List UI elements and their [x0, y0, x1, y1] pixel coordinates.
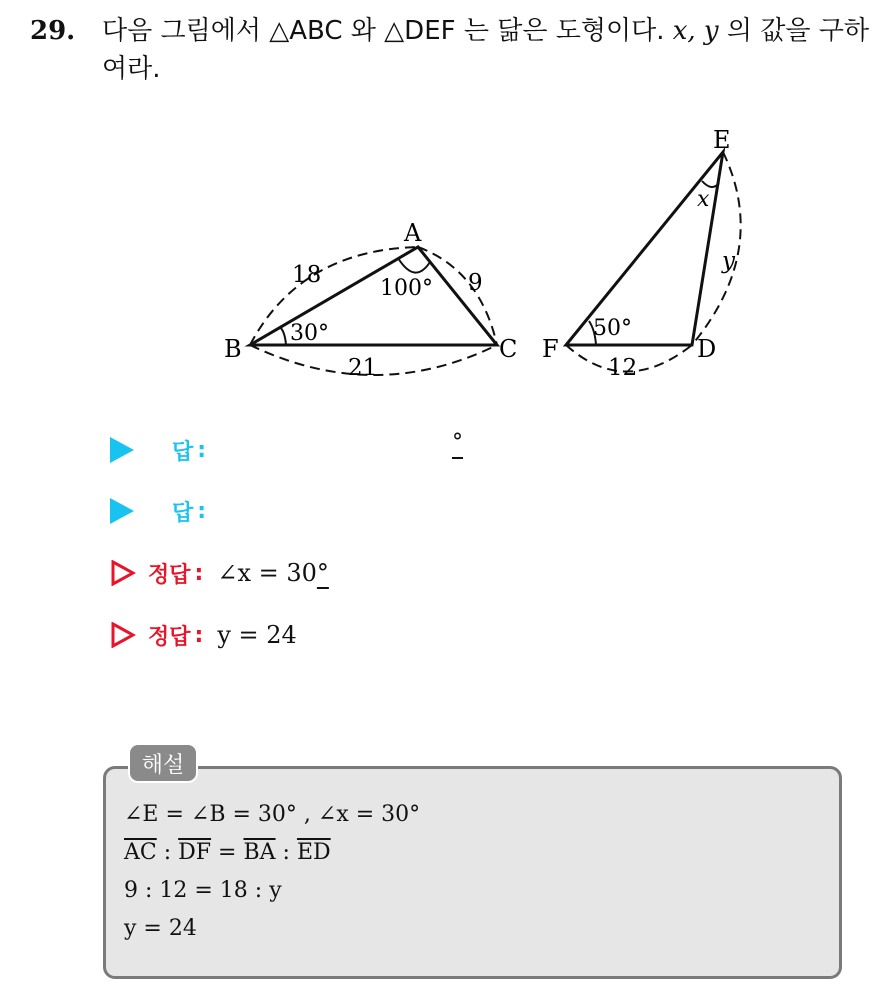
equals-sign: =	[211, 840, 244, 865]
answer-label: 답	[172, 439, 194, 465]
correct-colon: :	[194, 560, 204, 586]
correct-answer-1-unit: °	[316, 559, 329, 587]
question-vars: x, y	[672, 16, 719, 46]
correct-answer-row-2	[110, 617, 297, 653]
answer-row-1	[110, 432, 206, 468]
correct-answer-1-value	[217, 559, 329, 587]
answer-marker-icon	[110, 498, 134, 524]
triangle-def	[566, 152, 723, 345]
angle-f-label: 50°	[593, 316, 632, 341]
explanation-line-4: y = 24	[124, 916, 197, 941]
angle-arc-b	[280, 327, 286, 345]
side-ab-label: 18	[292, 262, 322, 288]
label-f: F	[542, 335, 559, 363]
correct-answer-row-1	[110, 555, 329, 591]
similar-triangles-figure	[0, 0, 884, 400]
question-number: 29.	[30, 16, 76, 46]
correct-marker-icon	[110, 560, 136, 586]
question-text-end: 의 값을 구하	[718, 16, 869, 46]
label-b: B	[224, 335, 242, 363]
answer-colon: :	[197, 437, 207, 463]
answer-row-2	[110, 493, 206, 529]
side-ac-label: 9	[468, 270, 483, 296]
angle-a-label: 100°	[380, 276, 433, 301]
label-a: A	[404, 219, 422, 247]
side-ed-label: y	[722, 248, 735, 274]
angle-b-label: 30°	[290, 321, 329, 346]
label-e: E	[713, 126, 731, 154]
correct-answer-2-value: y = 24	[217, 621, 297, 649]
ratio-colon: :	[275, 840, 297, 865]
angle-arc-a	[398, 258, 430, 273]
ratio-colon: :	[156, 840, 179, 865]
label-d: D	[697, 335, 717, 363]
correct-marker-icon	[110, 622, 136, 648]
side-bc-label: 21	[348, 355, 378, 381]
segment-ba: $\overline{BA}$	[243, 840, 276, 865]
segment-ed: $\overline{ED}$	[296, 840, 331, 865]
correct-label: 정답	[148, 624, 191, 650]
explanation-tab: 해설	[128, 743, 198, 783]
question-line-2: 여라.	[102, 54, 161, 84]
explanation-line-2	[124, 834, 420, 872]
answer-marker-icon	[110, 437, 134, 463]
correct-label: 정답	[148, 562, 191, 588]
correct-colon: :	[194, 622, 204, 648]
explanation-lines	[124, 796, 420, 948]
segment-df: $\overline{DF}$	[178, 840, 212, 865]
correct-answer-1-text: ∠x = 30	[217, 559, 317, 587]
segment-ac: $\overline{AC}$	[124, 840, 157, 865]
answer-blank-degree[interactable]: °	[452, 430, 463, 455]
explanation-line-1: ∠E = ∠B = 30° , ∠x = 30°	[124, 802, 421, 827]
answer-colon: :	[197, 498, 207, 524]
explanation-line-3: 9 : 12 = 18 : y	[124, 878, 282, 903]
question-text: 다음 그림에서 △ABC 와 △DEF 는 닮은 도형이다.	[102, 16, 673, 46]
side-fd-label: 12	[608, 355, 638, 381]
label-c: C	[499, 335, 518, 363]
answer-label: 답	[172, 500, 194, 526]
triangle-abc	[250, 247, 497, 345]
angle-e-label: x	[697, 187, 710, 212]
